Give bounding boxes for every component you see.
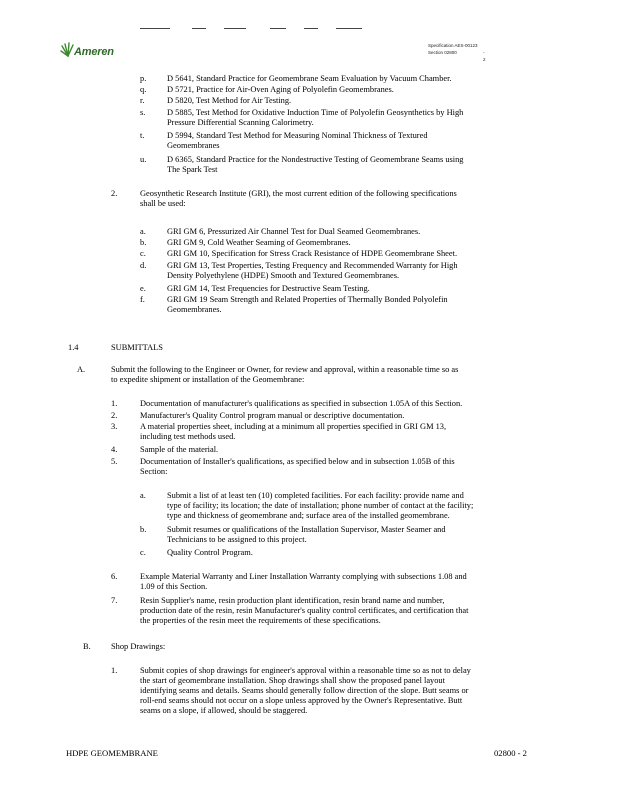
part-b-title: Shop Drawings: — [111, 642, 166, 651]
ref-item-label: s. — [140, 108, 146, 117]
installer-item-text: Quality Control Program. — [167, 548, 253, 557]
ref-item-text: Pressure Differential Scanning Calorimetry. — [167, 118, 314, 127]
gri-item-label: f. — [140, 295, 145, 304]
ref-item-text: D 5820, Test Method for Air Testing. — [167, 96, 292, 105]
submittal-item-label: 4. — [111, 445, 118, 454]
part-b-label: B. — [83, 642, 91, 651]
ref-item-text: Geomembranes — [167, 141, 220, 150]
gri-item-text: GRI GM 19 Seam Strength and Related Properties of Thermally Bonded Polyolefin — [167, 295, 448, 304]
installer-item-text: type and thickness of geomembrane and; surface area of the installed geomembrane. — [167, 511, 450, 520]
ref-item-text: D 6365, Standard Practice for the Nondestructive Testing of Geomembrane Seams using — [167, 155, 464, 164]
shop-drawing-item-label: 1. — [111, 666, 118, 675]
gri-item-text: GRI GM 6, Pressurized Air Channel Test for Dual Seamed Geomembranes. — [167, 227, 421, 236]
submittal-item-text: 1.09 of this Section. — [140, 582, 208, 591]
gri-intro-text: shall be used: — [140, 199, 186, 208]
logo-wordmark: Ameren — [74, 46, 114, 58]
ameren-logo — [60, 42, 120, 62]
ref-item-text: D 5641, Standard Practice for Geomembrane Seam Evaluation by Vacuum Chamber. — [167, 74, 452, 83]
ref-item-label: r. — [140, 96, 145, 105]
submittal-item-text: Sample of the material. — [140, 445, 219, 454]
installer-item-text: type of facility; its location; the date of installation; phone number of contact at the facility; — [167, 501, 474, 510]
gri-item-label: b. — [140, 238, 147, 247]
submittal-item-text: A material properties sheet, including at a minimum all properties specified in GRI GM 13, — [140, 422, 447, 431]
submittal-item-label: 2. — [111, 411, 118, 420]
installer-item-label: a. — [140, 491, 146, 500]
gri-item-label: c. — [140, 249, 146, 258]
ref-item-label: p. — [140, 74, 147, 83]
submittal-item-label: 5. — [111, 457, 118, 466]
submittal-item-text: production date of the resin, resin Manufacturer's quality control certificates, and certification that — [140, 606, 469, 615]
submittal-item-label: 3. — [111, 422, 118, 431]
ref-item-label: q. — [140, 85, 147, 94]
installer-item-text: Submit a list of at least ten (10) completed facilities. For each facility: provide name and — [167, 491, 464, 500]
submittal-item-text: including test methods used. — [140, 432, 236, 441]
ref-item-text: D 5721, Practice for Air-Oven Aging of Polyolefin Geomembranes. — [167, 85, 394, 94]
footer-page-number: 02800 - 2 — [494, 748, 527, 758]
spec-page: - 2 — [483, 50, 486, 62]
submittal-item-text: Example Material Warranty and Liner Installation Warranty complying with subsections 1.08 and — [140, 572, 467, 581]
spec-reference — [428, 42, 486, 62]
footer-title: HDPE GEOMEMBRANE — [66, 748, 158, 758]
shop-drawing-item-text: the start of geomembrane installation. Shop drawings shall show the proposed panel layout — [140, 676, 445, 685]
submittal-item-text: Manufacturer's Quality Control program manual or descriptive documentation. — [140, 411, 405, 420]
shop-drawing-item-text: Submit copies of shop drawings for engineer's approval within a reasonable time so as not to delay — [140, 666, 471, 675]
ref-item-text: D 5994, Standard Test Method for Measuring Nominal Thickness of Textured — [167, 131, 428, 140]
gri-item-text: GRI GM 13, Test Properties, Testing Frequency and Recommended Warranty for High — [167, 261, 458, 270]
section-title: SUBMITTALS — [111, 343, 163, 352]
installer-item-text: Technicians to be assigned to this project. — [167, 535, 307, 544]
gri-item-label: a. — [140, 227, 146, 236]
gri-intro-label: 2. — [111, 189, 118, 198]
ref-item-text: The Spark Test — [167, 165, 218, 174]
gri-item-text: GRI GM 9, Cold Weather Seaming of Geomembranes. — [167, 238, 351, 247]
section-number: 1.4 — [68, 343, 79, 352]
gri-item-label: d. — [140, 261, 147, 270]
part-a-intro-text: Submit the following to the Engineer or Owner, for review and approval, within a reasonable time so as — [111, 365, 459, 374]
installer-item-label: c. — [140, 548, 146, 557]
gri-item-label: e. — [140, 284, 146, 293]
submittal-item-label: 1. — [111, 399, 118, 408]
submittal-item-text: the properties of the resin meet the requirements of these specifications. — [140, 616, 381, 625]
gri-item-text: GRI GM 14, Test Frequencies for Destructive Seam Testing. — [167, 284, 370, 293]
gri-item-text: Density Polyethylene (HDPE) Smooth and Textured Geomembranes. — [167, 271, 400, 280]
spec-section: Section 02800 — [428, 50, 457, 55]
submittal-item-text: Documentation of Installer's qualifications, as specified below and in subsection 1.05B of this — [140, 457, 455, 466]
submittal-item-label: 7. — [111, 596, 118, 605]
header-rule-marks — [140, 28, 440, 30]
shop-drawing-item-text: seams on a slope, if allowed, should be staggered. — [140, 706, 308, 715]
shop-drawing-item-text: identifying seams and details. Seams should generally follow direction of the slope. Butt seams or — [140, 686, 469, 695]
gri-item-text: GRI GM 10, Specification for Stress Crack Resistance of HDPE Geomembrane Sheet. — [167, 249, 458, 258]
shop-drawing-item-text: roll-end seams should not occur on a slope unless approved by the Owner's Representative. Butt — [140, 696, 463, 705]
submittal-item-text: Documentation of manufacturer's qualifications as specified in subsection 1.05A of this Section. — [140, 399, 463, 408]
gri-item-text: Geomembranes. — [167, 305, 222, 314]
part-a-intro-text: to expedite shipment or installation of the Geomembrane: — [111, 375, 305, 384]
spec-number: Specification AES-00123 — [428, 43, 478, 48]
gri-intro-text: Geosynthetic Research Institute (GRI), the most current edition of the following specifications — [140, 189, 457, 198]
installer-item-label: b. — [140, 525, 147, 534]
installer-item-text: Submit resumes or qualifications of the Installation Supervisor, Master Seamer and — [167, 525, 446, 534]
submittal-item-text: Resin Supplier's name, resin production plant identification, resin brand name and number, — [140, 596, 445, 605]
submittal-item-label: 6. — [111, 572, 118, 581]
ref-item-label: u. — [140, 155, 147, 164]
part-a-intro-label: A. — [77, 365, 86, 374]
ref-item-text: D 5885, Test Method for Oxidative Induction Time of Polyolefin Geosynthetics by High — [167, 108, 464, 117]
submittal-item-text: Section: — [140, 467, 168, 476]
ref-item-label: t. — [140, 131, 145, 140]
